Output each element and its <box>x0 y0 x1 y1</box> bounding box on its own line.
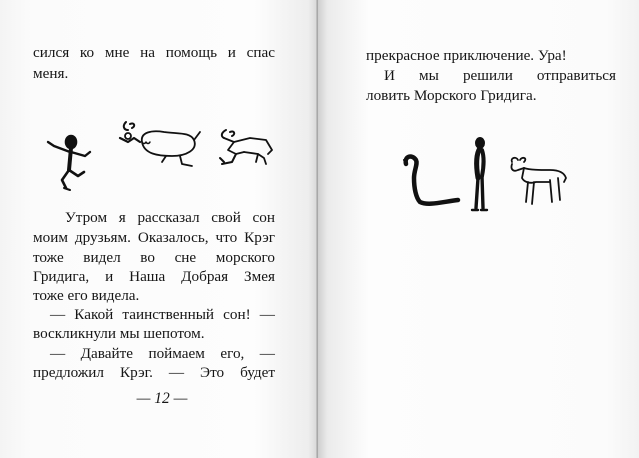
right-text-line: ловить Морского Гридига. <box>366 87 537 104</box>
dancing-figure-icon <box>40 130 96 192</box>
left-text-line: тоже видел во сне морского <box>33 249 275 266</box>
left-text-line: воскликнули мы шепотом. <box>33 325 205 342</box>
page-number: — 12 — <box>136 390 188 407</box>
winged-creature-icon <box>112 118 208 168</box>
snake-icon <box>398 150 464 212</box>
left-text-line: моим друзьям. Оказалось, что Крэг <box>33 229 275 246</box>
standing-man-icon <box>466 136 492 214</box>
left-text-line: сился ко мне на помощь и спас <box>33 44 275 61</box>
left-text-line: предложил Крэг. — Это будет <box>33 364 275 381</box>
left-text-line: Гридига, и Наша Добрая Змея <box>33 268 275 285</box>
four-legged-animal-icon <box>214 124 278 168</box>
goat-animal-icon <box>506 152 570 210</box>
left-text-line: Утром я рассказал свой сон <box>65 209 275 226</box>
right-text-line: И мы решили отправиться <box>384 67 616 84</box>
right-page <box>318 0 639 458</box>
left-text-line: — Какой таинственный сон! — <box>50 306 275 323</box>
left-text-line: тоже его видела. <box>33 287 140 304</box>
right-text-line: прекрасное приключение. Ура! <box>366 47 567 64</box>
left-text-line: меня. <box>33 65 69 82</box>
left-text-line: — Давайте поймаем его, — <box>50 345 275 362</box>
left-page <box>0 0 318 458</box>
